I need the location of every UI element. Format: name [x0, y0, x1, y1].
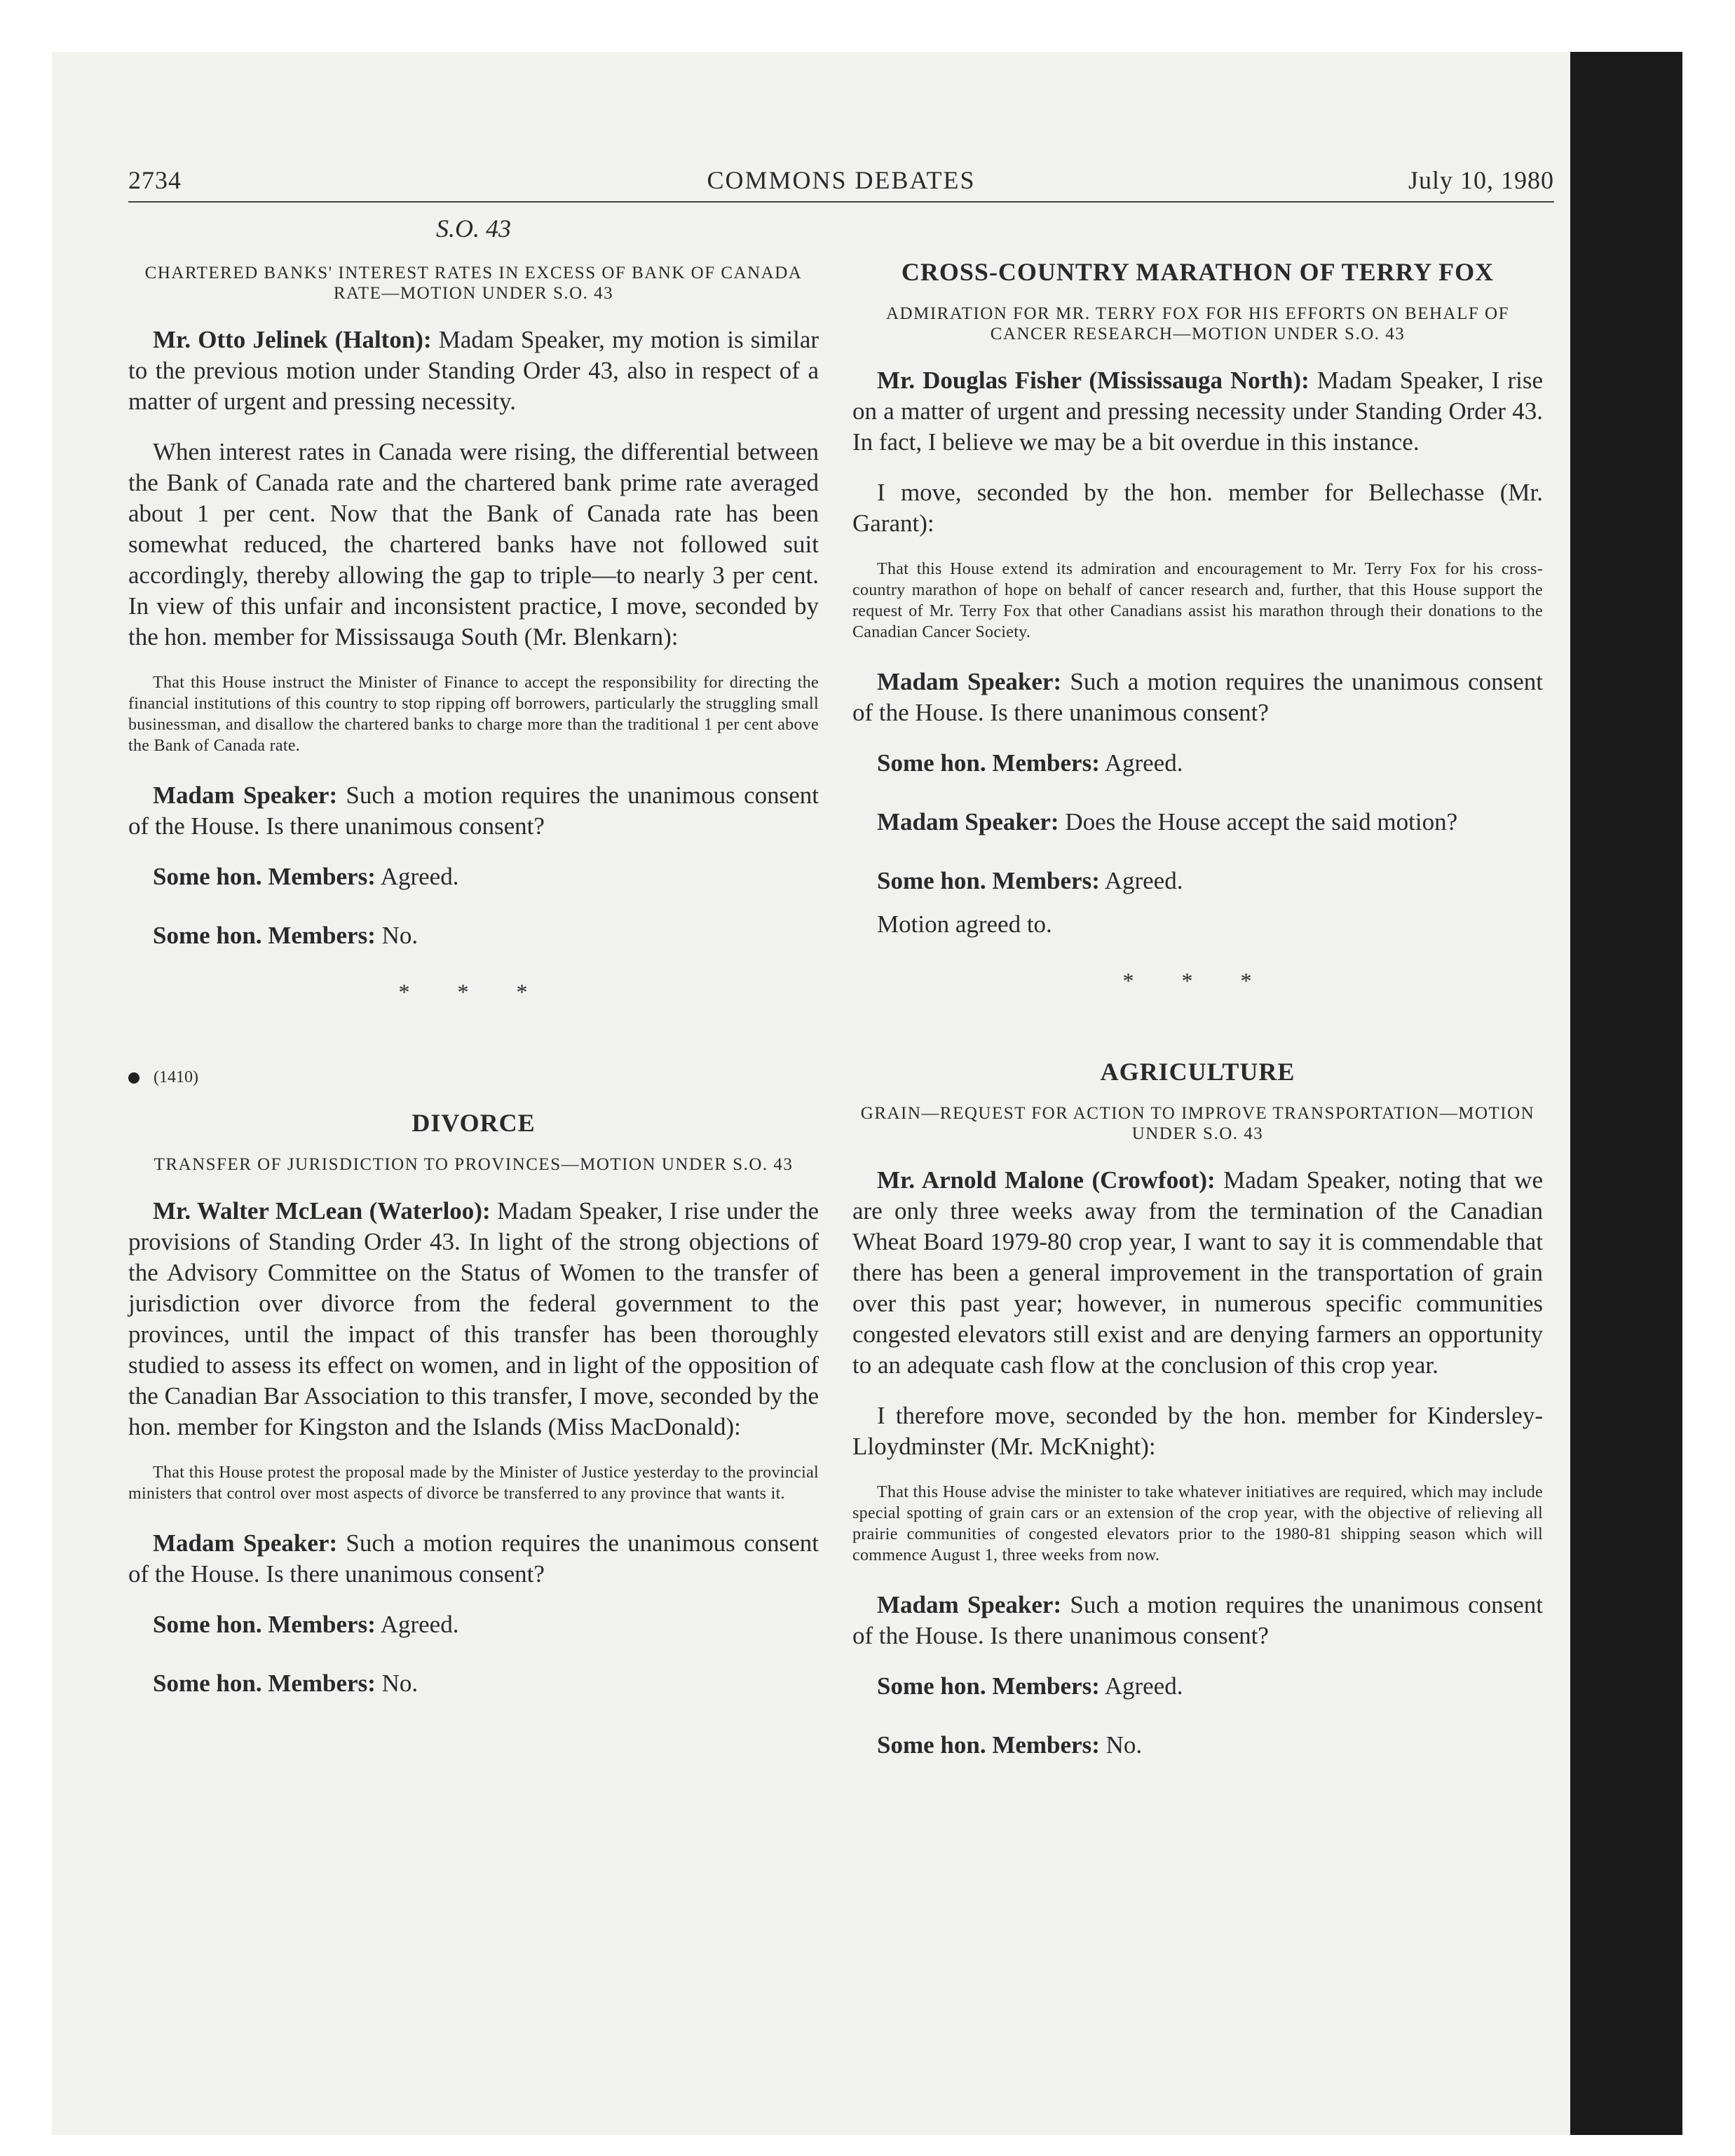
speech-text: Agreed. — [375, 863, 459, 890]
speech-text: No. — [1099, 1731, 1143, 1759]
subheading-agriculture: GRAIN—REQUEST FOR ACTION TO IMPROVE TRANSPORTATION—MOTION UNDER S.O. 43 — [860, 1104, 1535, 1143]
speech-text: Agreed. — [1099, 867, 1183, 894]
speaker-name: Some hon. Members: — [153, 1611, 376, 1638]
speech-text: Such a motion requires the unanimous consent of the House. Is there unanimous consent? — [852, 1591, 1543, 1649]
speaker-name: Some hon. Members: — [877, 1672, 1100, 1700]
paragraph — [852, 365, 1543, 458]
speech-text: Madam Speaker, I rise on a matter of urgent and pressing necessity under Standing Order 43. In fact, I believe we may be a bit overdue in this instance. — [852, 367, 1543, 456]
paragraph: I move, seconded by the hon. member for Bellechasse (Mr. Garant): — [852, 479, 1543, 537]
speaker-name: Some hon. Members: — [877, 749, 1100, 777]
timestamp — [128, 1068, 819, 1087]
motion-text: That this House extend its admiration and encouragement to Mr. Terry Fox for his cross-country marathon of hope on behalf of cancer research and, further, that this House support the request of Mr. Terry Fox that other Canadians assist his marathon through their donations to the Canadian Cancer Society. — [852, 560, 1543, 641]
right-column — [852, 214, 1543, 1789]
bullet-icon — [128, 1072, 140, 1084]
so-label: S.O. 43 — [436, 214, 511, 243]
speech-text: Such a motion requires the unanimous consent of the House. Is there unanimous consent? — [128, 782, 819, 840]
response-line — [852, 748, 1543, 779]
speech-text: Agreed. — [1099, 1672, 1183, 1700]
page-header — [128, 165, 1554, 205]
paragraph — [852, 667, 1543, 728]
speech-text: Madam Speaker, I rise under the provisions of Standing Order 43. In light of the strong objections of the Advisory Committee on the Status of Women to the transfer of jurisdiction over divorce from the federal government to the provinces, until the impact of this transfer has been thoroughly studied to assess its effect on women, and in light of the opposition of the Canadian Bar Association to this transfer, I move, seconded by the hon. member for Kingston and the Islands (Miss MacDonald): — [128, 1197, 819, 1440]
heading-divorce: DIVORCE — [411, 1109, 536, 1137]
response-line — [128, 1668, 819, 1699]
header-rule — [128, 201, 1554, 203]
speaker-name: Some hon. Members: — [153, 863, 376, 890]
paragraph: I therefore move, seconded by the hon. member for Kindersley-Lloydminster (Mr. McKnight): — [852, 1402, 1543, 1460]
publication-title: COMMONS DEBATES — [707, 166, 976, 194]
speech-text: Agreed. — [1099, 749, 1183, 777]
speech-text: Such a motion requires the unanimous consent of the House. Is there unanimous consent? — [852, 668, 1543, 726]
speech-text: Madam Speaker, my motion is similar to the previous motion under Standing Order 43, also in respect of a matter of urgent and pressing necessity. — [128, 326, 819, 415]
subheading-chartered-banks: CHARTERED BANKS' INTEREST RATES IN EXCESS OF BANK OF CANADA RATE—MOTION UNDER S.O. 43 — [144, 264, 803, 303]
motion-result: Motion agreed to. — [877, 910, 1052, 938]
speaker-name: Mr. Douglas Fisher (Mississauga North): — [877, 367, 1309, 394]
speaker-name: Some hon. Members: — [877, 867, 1100, 894]
speech-text: No. — [375, 1670, 419, 1697]
response-line — [128, 920, 819, 951]
paragraph — [852, 1165, 1543, 1381]
speaker-name: Mr. Arnold Malone (Crowfoot): — [877, 1166, 1216, 1194]
paragraph: When interest rates in Canada were rising, the differential between the Bank of Canada rate and the chartered bank prime rate averaged about 1 per cent. Now that the Bank of Canada rate has been somewhat reduced, the chartered banks have not followed suit accordingly, thereby allowing the gap to triple—to nearly 3 per cent. In view of this unfair and inconsistent practice, I move, seconded by the hon. member for Mississauga South (Mr. Blenkarn): — [128, 438, 819, 650]
motion-text: That this House instruct the Minister of Finance to accept the responsibility for directing the financial institutions of this country to stop ripping off borrowers, particularly the struggling small businessman, and disallow the chartered banks to charge more than the traditional 1 per cent above the Bank of Canada rate. — [128, 674, 819, 755]
response-line — [852, 807, 1543, 838]
response-line — [128, 861, 819, 892]
motion-text: That this House advise the minister to take whatever initiatives are required, which may include special spotting of grain cars or an extension of the crop year, with the objective of relieving all prairie communities of congested elevators prior to the 1980-81 shipping season which will commence August 1, three weeks from now. — [852, 1483, 1543, 1564]
speaker-name: Mr. Walter McLean (Waterloo): — [153, 1197, 491, 1224]
speaker-name: Some hon. Members: — [877, 1731, 1100, 1759]
paragraph — [128, 1196, 819, 1442]
section-separator: * * * — [398, 979, 549, 1004]
timestamp-text: (1410) — [154, 1068, 198, 1086]
response-line — [128, 1609, 819, 1640]
paragraph — [128, 1528, 819, 1590]
paragraph — [128, 325, 819, 417]
paragraph — [852, 1590, 1543, 1651]
speech-text: No. — [375, 922, 419, 949]
section-separator: * * * — [1122, 968, 1273, 993]
speaker-name: Madam Speaker: — [153, 782, 338, 809]
speaker-name: Mr. Otto Jelinek (Halton): — [153, 326, 432, 353]
issue-date: July 10, 1980 — [1408, 166, 1554, 194]
response-line — [852, 866, 1543, 896]
speaker-name: Madam Speaker: — [153, 1529, 338, 1557]
left-column — [128, 214, 819, 1727]
speech-text: Such a motion requires the unanimous consent of the House. Is there unanimous consent? — [128, 1529, 819, 1588]
subheading-terry-fox: ADMIRATION FOR MR. TERRY FOX FOR HIS EFFORTS ON BEHALF OF CANCER RESEARCH—MOTION UNDER S.O. 43 — [885, 304, 1509, 343]
speaker-name: Madam Speaker: — [877, 808, 1059, 835]
speech-text: Does the House accept the said motion? — [1059, 808, 1458, 835]
speaker-name: Madam Speaker: — [877, 668, 1062, 695]
response-line — [852, 1730, 1543, 1761]
response-line — [852, 1671, 1543, 1702]
speech-text: Agreed. — [375, 1611, 459, 1638]
heading-agriculture: AGRICULTURE — [1100, 1058, 1295, 1086]
speaker-name: Some hon. Members: — [153, 1670, 376, 1697]
page-edge-shadow — [1570, 52, 1682, 2135]
page-number: 2734 — [128, 166, 182, 194]
paragraph — [128, 780, 819, 842]
speech-text: Madam Speaker, noting that we are only three weeks away from the termination of the Canadian Wheat Board 1979-80 crop year, I want to say it is commendable that there has been a general improvement in the transportation of grain over this past year; however, in numerous specific communities congested elevators still exist and are denying farmers an opportunity to an adequate cash flow at the conclusion of this crop year. — [852, 1166, 1543, 1379]
heading-terry-fox: CROSS-COUNTRY MARATHON OF TERRY FOX — [901, 258, 1495, 286]
subheading-divorce: TRANSFER OF JURISDICTION TO PROVINCES—MOTION UNDER S.O. 43 — [154, 1155, 794, 1174]
speaker-name: Madam Speaker: — [877, 1591, 1062, 1618]
speaker-name: Some hon. Members: — [153, 922, 376, 949]
motion-text: That this House protest the proposal made by the Minister of Justice yesterday to the provincial ministers that control over most aspects of divorce be transferred to any province that wants it. — [128, 1464, 819, 1503]
